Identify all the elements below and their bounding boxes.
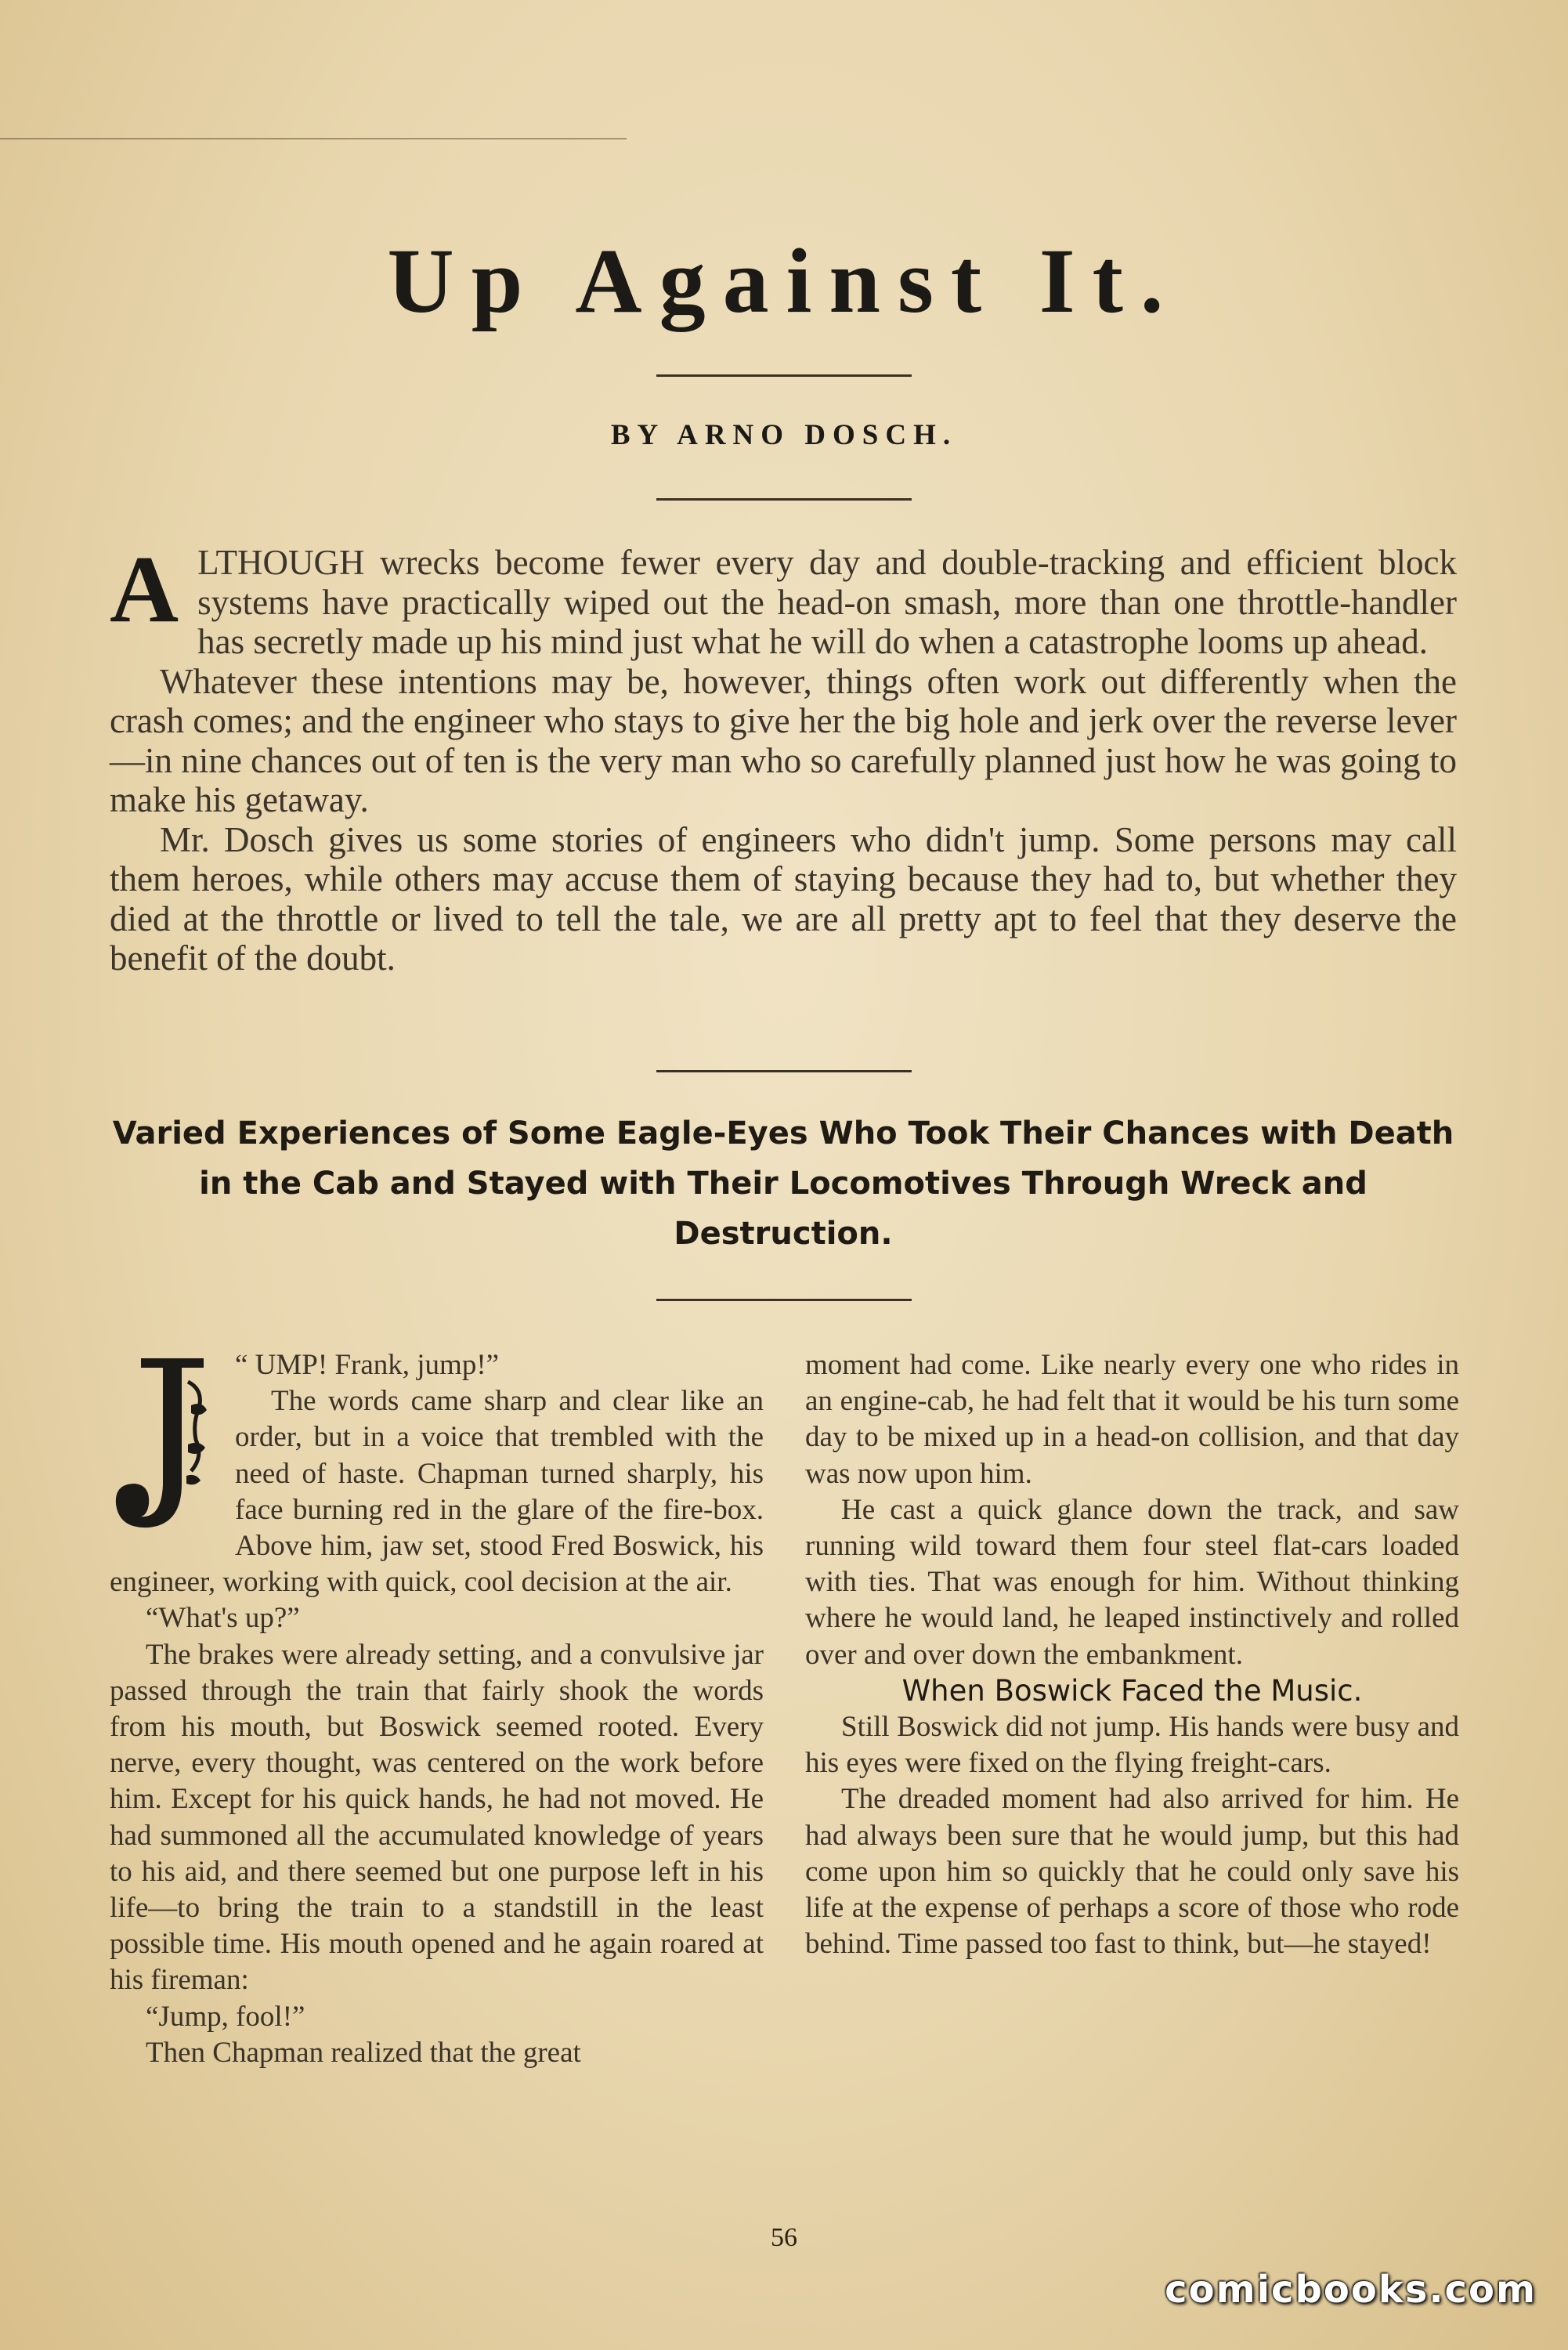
- byline: BY ARNO DOSCH.: [610, 419, 958, 451]
- page-number: 56: [771, 2223, 797, 2252]
- intro-text: [110, 537, 1457, 978]
- site-watermark: comicbooks.com: [1165, 2268, 1537, 2312]
- left-paragraph-1: The words came sharp and clear like an order, but in a voice that trembled with the need of haste. Chapman turned sharply, his face burning red in the glare of the fire-box. Above him, jaw set, stood Fred Boswick, his engineer, working with quick, cool decision at the air.: [110, 1385, 764, 1599]
- left-paragraph-3: The brakes were already setting, and a convulsive jar passed through the train that fairly shook the words from his mouth, but Boswick seemed rooted. Every nerve, every thought, was centered on the work before him. Except for his quick hands, he had not moved. He had summoned all the accumulated knowledge of years to his aid, and there seemed but one purpose left in his life—to bring the train to a standstill in the least possible time. His mouth opened and he again roared at his fireman:: [110, 1638, 764, 1997]
- intro-paragraph-1: [110, 537, 1457, 662]
- ornamental-drop-cap-j: [110, 1350, 221, 1535]
- title-divider: [656, 374, 912, 377]
- right-paragraph-2: He cast a quick glance down the track, and saw running wild toward them four steel flat-cars loaded with ties. That was enough for him. Without thinking where he would land, he leaped instinctively and rolled over and over down the embankment.: [805, 1493, 1459, 1671]
- subhead-divider: [656, 1299, 912, 1301]
- right-paragraph-1: moment had come. Like nearly every one who rides in an engine-cab, he had felt that it would be his turn some day to be mixed up in a head-on collision, and that day was now upon him.: [805, 1349, 1459, 1490]
- right-column: [805, 1347, 1459, 1962]
- intro-paragraph-1-text: LTHOUGH wrecks become fewer every day and double-tracking and efficient block systems have practically wiped out the head-on smash, more than one throttle-handler has secretly made up his mind just what he will do when a catastrophe looms up ahead.: [197, 543, 1457, 661]
- opening-line-text: “ UMP! Frank, jump!”: [235, 1349, 500, 1381]
- right-paragraph-4: The dreaded moment had also arrived for him. He had always been sure that he would jump, but this had come upon him so quickly that he could only save his life at the expense of perhaps a score of those who rode behind. Time passed too fast to think, but—he stayed!: [805, 1783, 1459, 1961]
- left-paragraph-5: Then Chapman realized that the great: [146, 2036, 581, 2069]
- page-edge-line: [0, 138, 627, 143]
- opening-line: [110, 1347, 764, 1383]
- right-paragraph-3: Still Boswick did not jump. His hands were busy and his eyes were fixed on the flying freight-cars.: [805, 1711, 1459, 1780]
- left-column: [110, 1347, 764, 2071]
- left-paragraph-2: “What's up?”: [146, 1602, 300, 1635]
- drop-cap-a: A: [110, 537, 179, 642]
- article-title: Up Against It.: [387, 230, 1181, 332]
- intro-divider: [656, 1070, 912, 1072]
- section-heading: When Boswick Faced the Music.: [901, 1673, 1363, 1708]
- intro-paragraph-3: Mr. Dosch gives us some stories of engineers who didn't jump. Some persons may call them heroes, while others may accuse them of staying because they had to, but whether they died at the throttle or lived to tell the tale, we are all pretty apt to feel that they deserve the benefit of the doubt.: [110, 819, 1457, 978]
- intro-paragraph-2: Whatever these intentions may be, however, things often work out differently when the crash comes; and the engineer who stays to give her the big hole and jerk over the reverse lever—in nine chances out of ten is the very man who so carefully planned just how he was going to make his getaway.: [110, 661, 1457, 819]
- article-subheading: Varied Experiences of Some Eagle-Eyes Who Took Their Chances with Death in the Cab and Stayed with Their Locomotives Through Wreck and Destruction.: [112, 1115, 1454, 1252]
- left-paragraph-4: “Jump, fool!”: [146, 2000, 305, 2033]
- byline-divider: [656, 498, 912, 501]
